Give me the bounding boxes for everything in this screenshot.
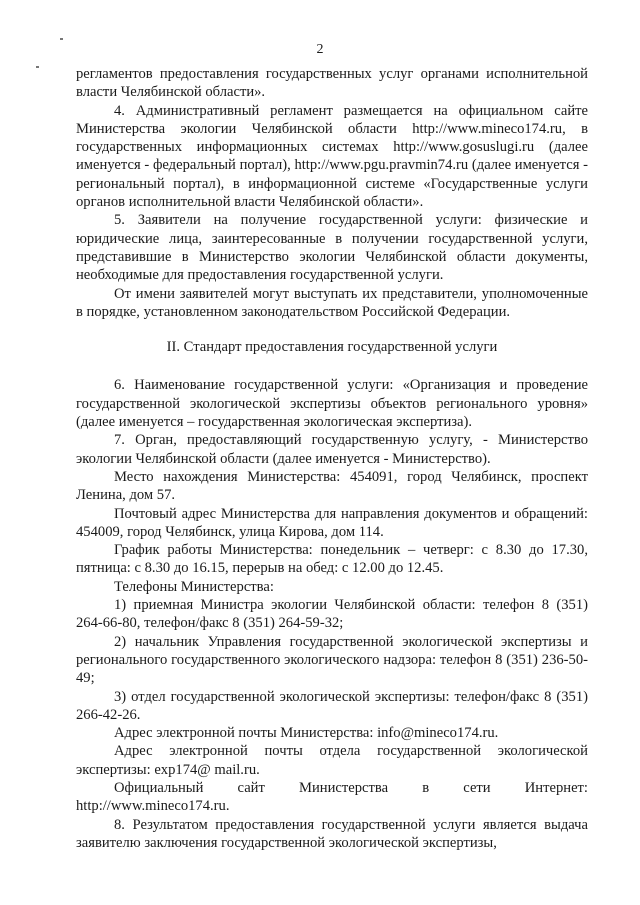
paragraph-continuation: регламентов предоставления государственных услуг органами исполнительной власти Челябинской области». xyxy=(76,66,588,101)
paragraph-email-department: Адрес электронной почты отдела государственной экологической экспертизы: exp174@ mail.ru. xyxy=(76,743,588,778)
paragraph-phone-2: 2) начальник Управления государственной экологической экспертизы и регионального государственного экологического надзора: телефон 8 (351) 236-50-49; xyxy=(76,633,588,687)
paragraph-item-8: 8. Результатом предоставления государственной услуги является выдача заявителю заключения государственной экологической экспертизы, xyxy=(76,816,588,851)
paragraph-website: Официальный сайт Министерства в сети Интернет: http://www.mineco174.ru. xyxy=(76,779,588,815)
paragraph-phone-1: 1) приемная Министра экологии Челябинской области: телефон 8 (351) 264-66-80, телефон/факс 8 (351) 264-59-32; xyxy=(76,597,588,632)
paragraph-representatives: От имени заявителей могут выступать их представители, уполномоченные в порядке, установленном законодательством Российской Федерации. xyxy=(76,285,588,320)
scan-speck xyxy=(60,38,63,40)
paragraph-postal-address: Почтовый адрес Министерства для направления документов и обращений: 454009, город Челябинск, улица Кирова, дом 114. xyxy=(76,505,588,540)
paragraph-phone-3: 3) отдел государственной экологической экспертизы: телефон/факс 8 (351) 266-42-26. xyxy=(76,688,588,723)
paragraph-location: Место нахождения Министерства: 454091, город Челябинск, проспект Ленина, дом 57. xyxy=(76,468,588,504)
paragraph-phones-title: Телефоны Министерства: xyxy=(114,578,274,595)
paragraph-schedule: График работы Министерства: понедельник – четверг: с 8.30 до 17.30, пятница: с 8.30 до 16.15, перерыв на обед: с 12.00 до 12.45. xyxy=(76,542,588,577)
paragraph-item-4: 4. Административный регламент размещается на официальном сайте Министерства экологии Челябинской области http://www.mineco174.ru, в государственных информационных системах http://www.gosuslugi.ru (далее именуется - федеральный портал), http://www.pgu.pravmin74.ru (далее именуется - региональный портал), в информационной системе «Государственные услуги органов исполнительной власти Челябинской области». xyxy=(76,102,588,211)
paragraph-item-5: 5. Заявители на получение государственной услуги: физические и юридические лица, заинтересованные в получении государственной услуги, представившие в Министерство экологии Челябинской области документы, необходимые для предоставления государственной услуги. xyxy=(76,212,588,284)
scan-speck xyxy=(36,66,39,68)
paragraph-item-7: 7. Орган, предоставляющий государственную услугу, - Министерство экологии Челябинской области (далее именуется - Министерство). xyxy=(76,432,588,467)
paragraph-item-6: 6. Наименование государственной услуги: «Организация и проведение государственной экологической экспертизы объектов регионального уровня» (далее именуется – государственная экологическая экспертиза). xyxy=(76,377,588,431)
section-heading: II. Стандарт предоставления государственной услуги xyxy=(166,339,498,356)
paragraph-email-ministry: Адрес электронной почты Министерства: info@mineco174.ru. xyxy=(114,725,499,742)
document-body xyxy=(76,65,588,852)
page-number: 2 xyxy=(316,42,324,57)
